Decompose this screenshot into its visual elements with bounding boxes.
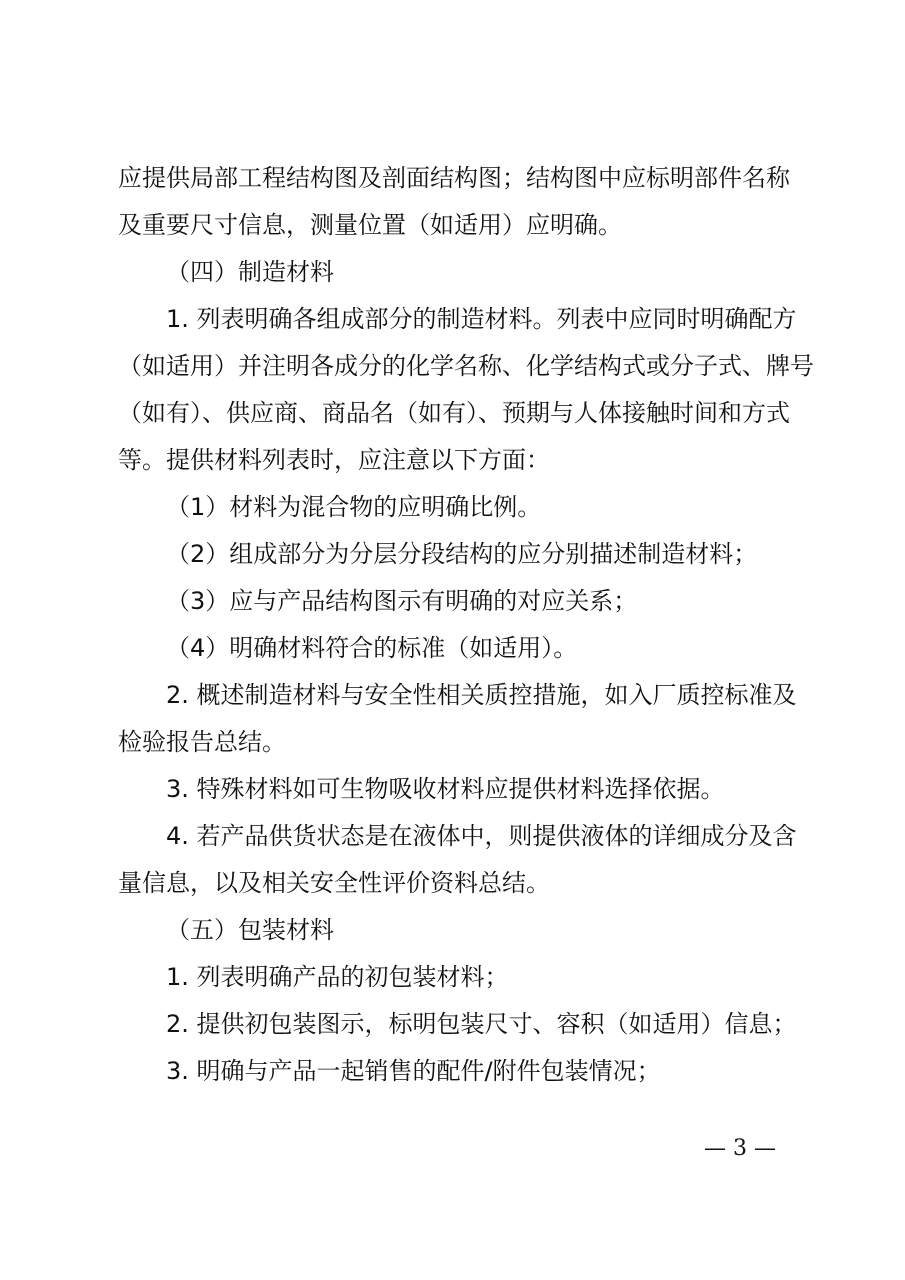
list-item: （4）明确材料符合的标准（如适用）。 bbox=[166, 634, 578, 662]
paragraph-line: 3. 特殊材料如可生物吸收材料应提供材料选择依据。 bbox=[166, 775, 725, 803]
paragraph-line: 及重要尺寸信息，测量位置（如适用）应明确。 bbox=[118, 211, 622, 239]
list-item: （1）材料为混合物的应明确比例。 bbox=[166, 493, 542, 521]
list-item: （2）组成部分为分层分段结构的应分别描述制造材料； bbox=[166, 540, 758, 568]
paragraph-line: 1. 列表明确各组成部分的制造材料。列表中应同时明确配方 bbox=[166, 305, 797, 333]
list-item: 1. 列表明确产品的初包装材料； bbox=[166, 963, 509, 991]
document-body bbox=[118, 155, 814, 1095]
list-item: 3. 明确与产品一起销售的配件/附件包装情况； bbox=[166, 1057, 661, 1085]
paragraph-line: 应提供局部工程结构图及剖面结构图；结构图中应标明部件名称 bbox=[118, 164, 790, 192]
paragraph-line: （如适用）并注明各成分的化学名称、化学结构式或分子式、牌号 bbox=[118, 352, 814, 380]
paragraph-line: 2. 概述制造材料与安全性相关质控措施，如入厂质控标准及 bbox=[166, 681, 797, 709]
paragraph-line: 等。提供材料列表时，应注意以下方面： bbox=[118, 446, 550, 474]
page-number: — 3 — bbox=[704, 1136, 776, 1161]
list-item: （3）应与产品结构图示有明确的对应关系； bbox=[166, 587, 638, 615]
section-heading: （四）制造材料 bbox=[166, 258, 334, 286]
paragraph-line: 检验报告总结。 bbox=[118, 728, 286, 756]
paragraph-line: 量信息，以及相关安全性评价资料总结。 bbox=[118, 869, 550, 897]
paragraph-line: 4. 若产品供货状态是在液体中，则提供液体的详细成分及含 bbox=[166, 822, 797, 850]
section-heading: （五）包装材料 bbox=[166, 916, 334, 944]
paragraph-line: （如有）、供应商、商品名（如有）、预期与人体接触时间和方式 bbox=[118, 399, 790, 427]
list-item: 2. 提供初包装图示，标明包装尺寸、容积（如适用）信息； bbox=[166, 1010, 797, 1038]
